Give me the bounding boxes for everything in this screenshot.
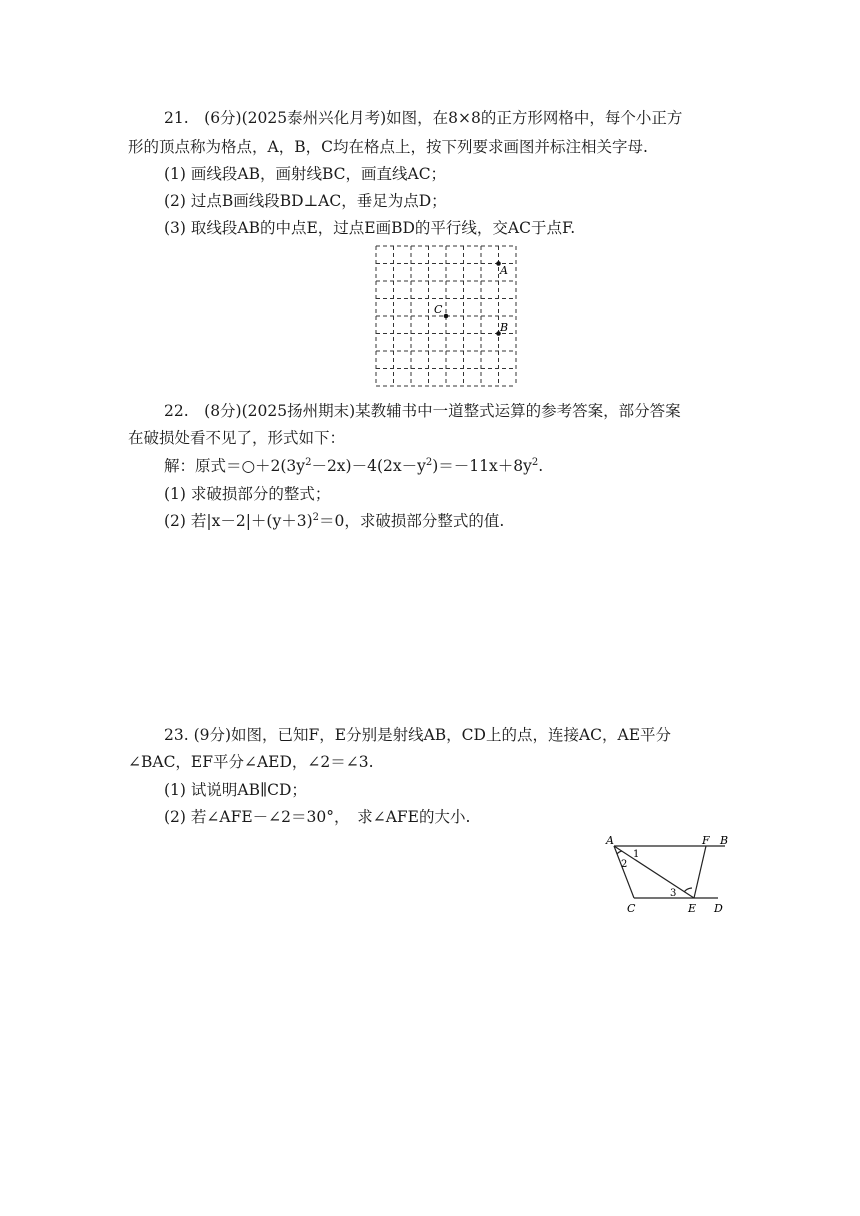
angle-3-arc: [684, 888, 692, 892]
q22-line-2: 在破损处看不见了，形式如下：: [128, 429, 346, 447]
q22-item-2: [164, 511, 504, 531]
q23-item-1: (1) 试说明AB∥CD；: [164, 781, 307, 799]
q21-item-2: (2) 过点B画线段BD⊥AC，垂足为点D；: [164, 192, 447, 210]
label-d: D: [714, 902, 723, 915]
label-b: B: [500, 321, 509, 334]
q23-line-2: ∠BAC，EF平分∠AED，∠2＝∠3.: [128, 753, 374, 771]
label-a: A: [500, 264, 508, 277]
q21-item-3: (3) 取线段AB的中点E，过点E画BD的平行线，交AC于点F.: [164, 219, 576, 237]
q21-line-2: 形的顶点称为格点，A，B，C均在格点上，按下列要求画图并标注相关字母.: [128, 138, 648, 156]
segment-ae: [614, 846, 694, 898]
q22-solution-part: )＝－11x＋8y: [432, 457, 532, 475]
label-b: B: [720, 834, 729, 847]
q22-item-2-part: ＝0，求破损部分整式的值.: [319, 512, 505, 530]
q22-solution-part: －2x)－4(2x－y: [311, 457, 426, 475]
q21-item-1: (1) 画线段AB，画射线BC，画直线AC；: [164, 165, 447, 183]
angle-1-arc: [617, 851, 622, 854]
angle-2-label: 2: [621, 859, 628, 870]
q22-line-1: 22. (8分)(2025扬州期末)某教辅书中一道整式运算的参考答案，部分答案: [164, 402, 681, 420]
q23-geometry-figure: [600, 832, 740, 916]
segment-ef: [694, 846, 706, 898]
q22-solution-part: .: [538, 457, 544, 475]
q22-solution-part: 解：原式＝○＋2(3y: [164, 457, 306, 475]
q22-item-1: (1) 求破损部分的整式；: [164, 485, 331, 503]
q23-line-1: 23. (9分)如图，已知F，E分别是射线AB，CD上的点，连接AC，AE平分: [164, 726, 672, 744]
label-a: A: [606, 834, 614, 847]
label-f: F: [702, 834, 710, 847]
angle-3-label: 3: [670, 888, 677, 899]
q21-line-1: 21. (6分)(2025泰州兴化月考)如图，在8×8的正方形网格中，每个小正方: [164, 109, 683, 127]
q22-item-2-part: (2) 若|x－2|＋(y＋3): [164, 512, 313, 530]
angle-1-label: 1: [633, 849, 640, 860]
q22-item-2-exp: 2: [312, 511, 320, 523]
q22-solution: [164, 456, 543, 476]
q21-grid-figure: [372, 242, 520, 390]
label-c: C: [627, 902, 636, 915]
q23-item-2: (2) 若∠AFE－∠2＝30°， 求∠AFE的大小.: [164, 808, 471, 826]
point-c: [444, 314, 449, 319]
label-c: C: [434, 303, 443, 316]
q22-solution-exp: 2: [531, 456, 539, 468]
label-e: E: [688, 902, 697, 915]
q22-solution-exp: 2: [425, 456, 433, 468]
q22-solution-exp: 2: [305, 456, 312, 468]
